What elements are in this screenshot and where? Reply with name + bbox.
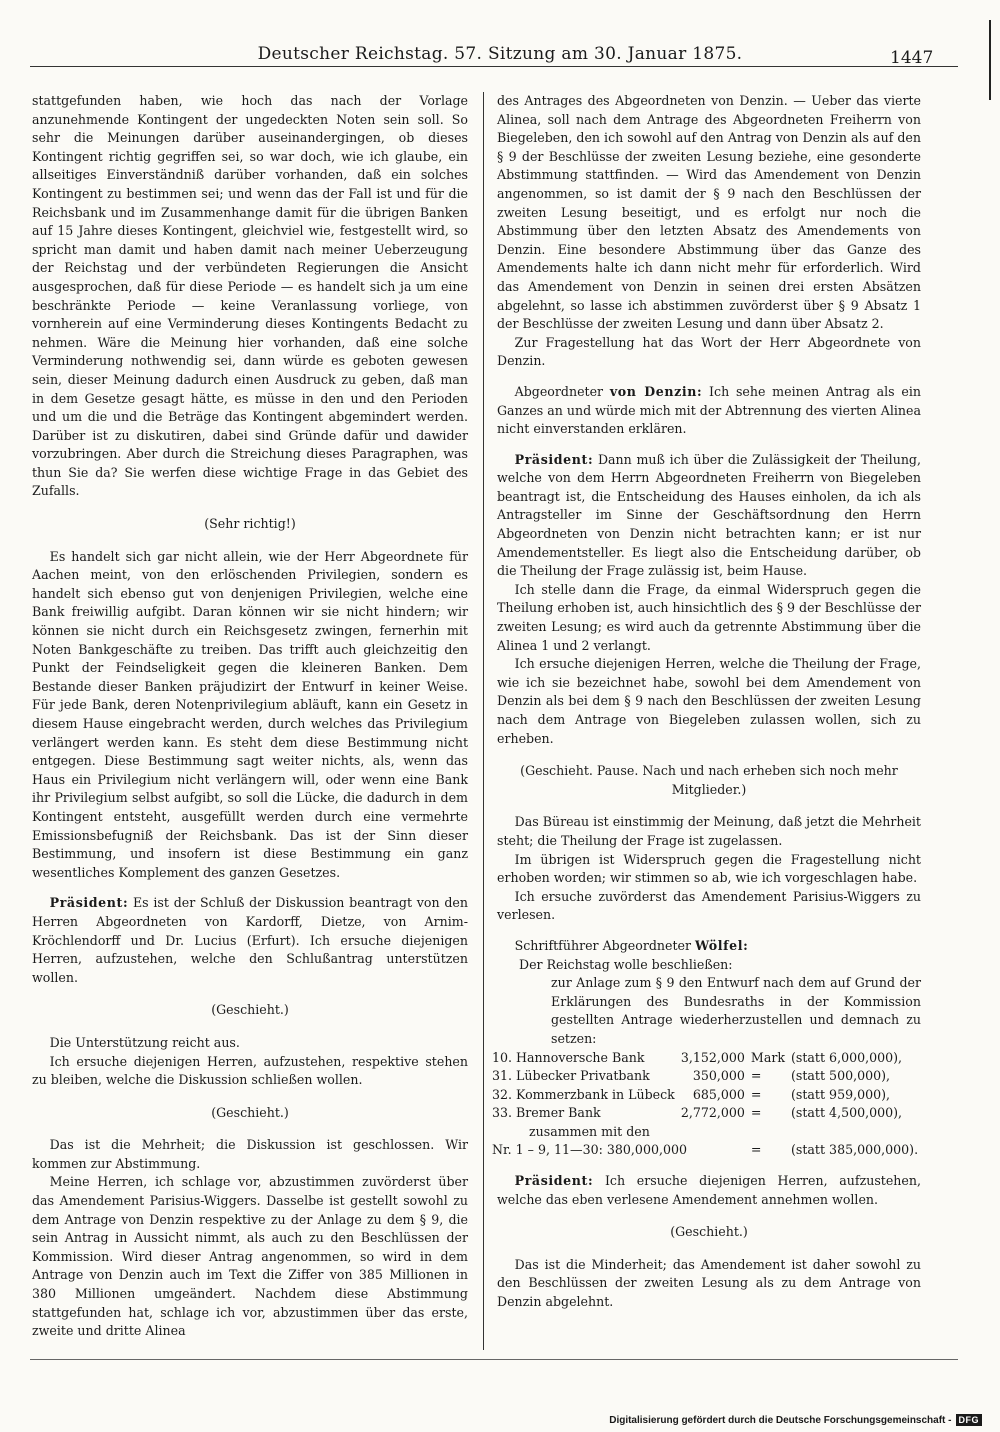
banks-together-label: zusammen mit den (529, 1123, 650, 1139)
binding-edge-mark (988, 20, 994, 100)
speaker-name: Präsident: (514, 451, 594, 467)
paragraph: Im übrigen ist Widerspruch gegen die Fragestellung nicht erhoben worden; wir stimmen so ab, wie ich vorgeschlagen habe. (497, 851, 921, 886)
paragraph: Meine Herren, ich schlage vor, abzustimmen zuvörderst über das Amendement Parisius-Wiggers. Dasselbe ist gestellt sowohl zu dem Antrage von Denzin respektive zu der Anlage zu dem § 9, die sein Antrag in Aussicht nimmt, als auch zu den Beschlüssen der Kommission. Wird dieser Antrag angenommen, so wird in dem Antrage von Denzin auch im Text die Ziffer von 385 Millionen in 380 Millionen umgeändert. Nachdem diese Abstimmung stattgefunden hat, schlage ich vor, abzustimmen über das erste, zweite und dritte Alinea (32, 1174, 468, 1339)
page-number: 1447 (890, 48, 934, 68)
bank-previous: (statt 385,000,000). (790, 1142, 919, 1158)
table-row (489, 1141, 921, 1160)
bank-previous: (statt 959,000), (790, 1086, 891, 1102)
speaker-name: Präsident: (514, 1173, 594, 1189)
interjection: (Geschieht.) (211, 1002, 289, 1018)
speech-text: Dann muß ich über die Zulässigkeit der Theilung, welche von dem Herrn Abgeordneten Freiherrn von Biegeleben beantragt ist, die Entscheidung des Hauses einholen, da ich als Antragsteller im Sinne der Geschäftsordnung den Herrn Abgeordneten von Denzin nicht betrachten kann; er ist nur Amendementsteller. Es liegt also die Entscheidung darüber, ob die Theilung der Frage zulässig ist, beim Hause. (497, 451, 921, 579)
paragraph: Das ist die Mehrheit; die Diskussion ist geschlossen. Wir kommen zur Abstimmung. (32, 1137, 468, 1171)
table-row (489, 1067, 921, 1086)
credit-text: Digitalisierung gefördert durch die Deutsche Forschungsgemeinschaft - (609, 1415, 952, 1426)
bank-label: 32. Kommerzbank in Lübeck (492, 1086, 675, 1102)
paragraph: Ich ersuche zuvörderst das Amendement Parisius-Wiggers zu verlesen. (497, 888, 921, 923)
bank-previous: (statt 500,000), (790, 1068, 891, 1084)
paragraph: Ich ersuche diejenigen Herren, welche die Theilung der Frage, wie ich sie bezeichnet habe, sowohl bei dem Amendement von Denzin als bei dem § 9 nach den Beschlüssen der zweiten Lesung nach dem Antrage von Biegeleben zulassen wollen, sich zu erheben. (497, 656, 921, 746)
speech (497, 451, 921, 581)
running-header: Deutscher Reichstag. 57. Sitzung am 30. Januar 1875. (257, 44, 743, 64)
bank-amount: 2,772,000 (680, 1105, 745, 1121)
header-rule (30, 66, 958, 67)
bank-label: 10. Hannoversche Bank (492, 1049, 645, 1065)
speaker-name: Präsident: (49, 895, 129, 911)
banks-total-label: Nr. 1 – 9, 11—30: 380,000,000 (492, 1142, 688, 1158)
bank-unit: = (750, 1142, 762, 1158)
bank-unit: = (750, 1086, 762, 1102)
speech (32, 894, 468, 987)
footer-rule (30, 1359, 958, 1360)
amendment-body: zur Anlage zum § 9 den Entwurf nach dem auf Grund der Erklärungen des Bundesraths in der Kommission gestellten Antrage wiederherzustellen und demnach zu setzen: (551, 975, 921, 1046)
bank-unit: = (750, 1068, 762, 1084)
table-row (489, 1086, 921, 1105)
paragraph: Es handelt sich gar nicht allein, wie der Herr Abgeordnete für Aachen meint, von den erlöschenden Privilegien, sondern es handelt sich ebenso gut von denjenigen Privilegien, welche eine Bank freiwillig aufgibt. Daran können wir sie nicht hindern; wir können sie nicht durch ein Reichsgesetz zwingen, fernerhin mit Noten Bankgeschäfte zu treiben. Das trifft auch gleichzeitig den Punkt der Feindseligkeit gegen die kleineren Banken. Dem Bestande dieser Banken präjudizirt der Entwurf in keiner Weise. Für jede Bank, deren Notenprivilegium abläuft, kann ein Gesetz in diesem Hause eingebracht werden, durch welches das Privilegium verlängert werden kann. Es steht dem diese Bestimmung nicht entgegen. Diese Bestimmung sagt weiter nichts, als, wenn das Haus ein Privilegium nicht verlängern will, oder wenn eine Bank ihr Privilegium selbst aufgibt, so soll die Lücke, die dadurch in dem Kontingent entsteht, ausgefüllt werden durch eine vermehrte Emissionsbefugniß der Reichsbank. Das ist der Sinn dieser Bestimmung, und insofern ist diese Bestimmung ein ganz wesentliches Komplement des ganzen Gesetzes. (32, 548, 468, 880)
digitization-credit (570, 1414, 982, 1426)
left-column (32, 92, 468, 1341)
bank-unit: Mark (750, 1049, 785, 1065)
dfg-logo: DFG (956, 1414, 983, 1426)
interjection: (Sehr richtig!) (204, 516, 296, 532)
bank-amount: 685,000 (692, 1086, 745, 1102)
paragraph: Die Unterstützung reicht aus. (49, 1034, 240, 1050)
paragraph: Ich ersuche diejenigen Herren, aufzustehen, respektive stehen zu bleiben, welche die Diskussion schließen wollen. (32, 1053, 468, 1088)
paragraph: des Antrages des Abgeordneten von Denzin. — Ueber das vierte Alinea, soll nach dem Antrage des Abgeordneten Freiherrn von Biegeleben, den ich sowohl auf den Antrag von Denzin als auf den § 9 der Beschlüsse der zweiten Lesung beziehe, eine gesonderte Abstimmung stattfinden. — Wird das Amendement von Denzin angenommen, so ist damit der § 9 nach den Beschlüssen der zweiten Lesung beseitigt, und es erfolgt nur noch die Abstimmung über den letzten Absatz des Amendements von Denzin. Eine besondere Abstimmung über das Ganze des Amendements halte ich dann nicht mehr für erforderlich. Wird das Amendement von Denzin in seinen drei ersten Absätzen abgelehnt, so lasse ich abstimmen zuvörderst über § 9 Absatz 1 der Beschlüsse der zweiten Lesung und dann über Absatz 2. (497, 93, 921, 332)
bank-previous: (statt 4,500,000), (790, 1105, 903, 1121)
table-row (489, 1049, 921, 1068)
right-column (492, 92, 921, 1312)
speech (497, 1172, 921, 1209)
bank-label: 33. Bremer Bank (492, 1105, 601, 1121)
table-row (489, 1104, 921, 1123)
bank-allocation-table (489, 1049, 921, 1161)
bank-unit: = (750, 1105, 762, 1121)
speech-text: Es ist der Schluß der Diskussion beantragt von den Herren Abgeordneten von Kardorff, Dietze, von Arnim-Kröchlendorff und Dr. Lucius (Erfurt). Ich ersuche diejenigen Herren, aufzustehen, welche den Schlußantrag unterstützen wollen. (32, 895, 468, 985)
bank-amount: 3,152,000 (680, 1049, 745, 1065)
speech-text: Ich ersuche diejenigen Herren, aufzustehen, welche das eben verlesene Amendement annehmen wollen. (497, 1173, 921, 1207)
amendment-intro: Der Reichstag wolle beschließen: (519, 956, 733, 972)
paragraph: Das ist die Minderheit; das Amendement ist daher sowohl zu den Beschlüssen der zweiten Lesung als zu dem Antrage von Denzin abgelehnt. (497, 1256, 921, 1310)
paragraph: Ich stelle dann die Frage, da einmal Widerspruch gegen die Theilung erhoben ist, auch hinsichtlich des § 9 der Beschlüsse der zweiten Lesung; es wird auch da getrennte Abstimmung über die Alinea 1 und 2 verlangt. (497, 581, 921, 653)
speech (497, 383, 921, 439)
speaker-title: Abgeordneter (514, 383, 604, 399)
speaker-name: Wölfel: (695, 937, 749, 953)
column-divider (483, 92, 484, 1350)
paragraph: stattgefunden haben, wie hoch das nach der Vorlage anzunehmende Kontingent der ungedeckten Noten sein soll. So sehr die Meinungen darüber auseinandergingen, ob dieses Kontingent richtig gegriffen sei, so war doch, wie ich glaube, ein allseitiges Einverständniß darüber vorhanden, daß ein solches Kontingent zu bestimmen sei; und wenn das der Fall ist und für die Reichsbank und im Zusammenhange damit für die übrigen Banken auf 15 Jahre dieses Kontingent, gleichviel wie, festgestellt wird, so spricht man damit und haben damit nach meiner Ueberzeugung der Reichstag und der verbündeten Regierungen die Ansicht ausgesprochen, daß für diese Periode — es handelt sich ja um eine beschränkte Periode — keine Veranlassung vorliege, von vornherein auf eine Verminderung dieses Kontingents Bedacht zu nehmen. Wäre die Meinung hier vorhanden, daß eine solche Verminderung nothwendig sei, dann würde es geboten gewesen sein, dieser Meinung dadurch einen Ausdruck zu geben, daß man in dem Gesetze gesagt hätte, es müsse in den und den Perioden und um die und die Beträge das Kontingent abgemindert werden. Darüber ist zu diskutiren, dabei sind Gründe dafür und dawider vorzubringen. Aber durch die Streichung dieses Paragraphen, was thun Sie da? Sie werfen diese wichtige Frage in das Gebiet des Zufalls. (32, 93, 468, 499)
interjection: (Geschieht.) (670, 1224, 748, 1240)
speaker-name: von Denzin: (609, 383, 703, 399)
interjection: (Geschieht. Pause. Nach und nach erheben sich noch mehr Mitglieder.) (520, 763, 898, 797)
bank-previous: (statt 6,000,000), (790, 1049, 903, 1065)
speech (497, 937, 921, 956)
bank-label: 31. Lübecker Privatbank (492, 1068, 650, 1084)
table-row (489, 1123, 921, 1142)
speech-text: Ich sehe meinen Antrag als ein Ganzes an und würde mich mit der Abtrennung des vierten Alinea nicht einverstanden erklären. (497, 383, 921, 437)
paragraph: Das Büreau ist einstimmig der Meinung, daß jetzt die Mehrheit steht; die Theilung der Frage ist zugelassen. (497, 814, 921, 848)
paragraph: Zur Fragestellung hat das Wort der Herr Abgeordnete von Denzin. (497, 334, 921, 369)
bank-amount: 350,000 (692, 1068, 745, 1084)
speaker-title: Schriftführer Abgeordneter (514, 937, 691, 953)
interjection: (Geschieht.) (211, 1104, 289, 1120)
